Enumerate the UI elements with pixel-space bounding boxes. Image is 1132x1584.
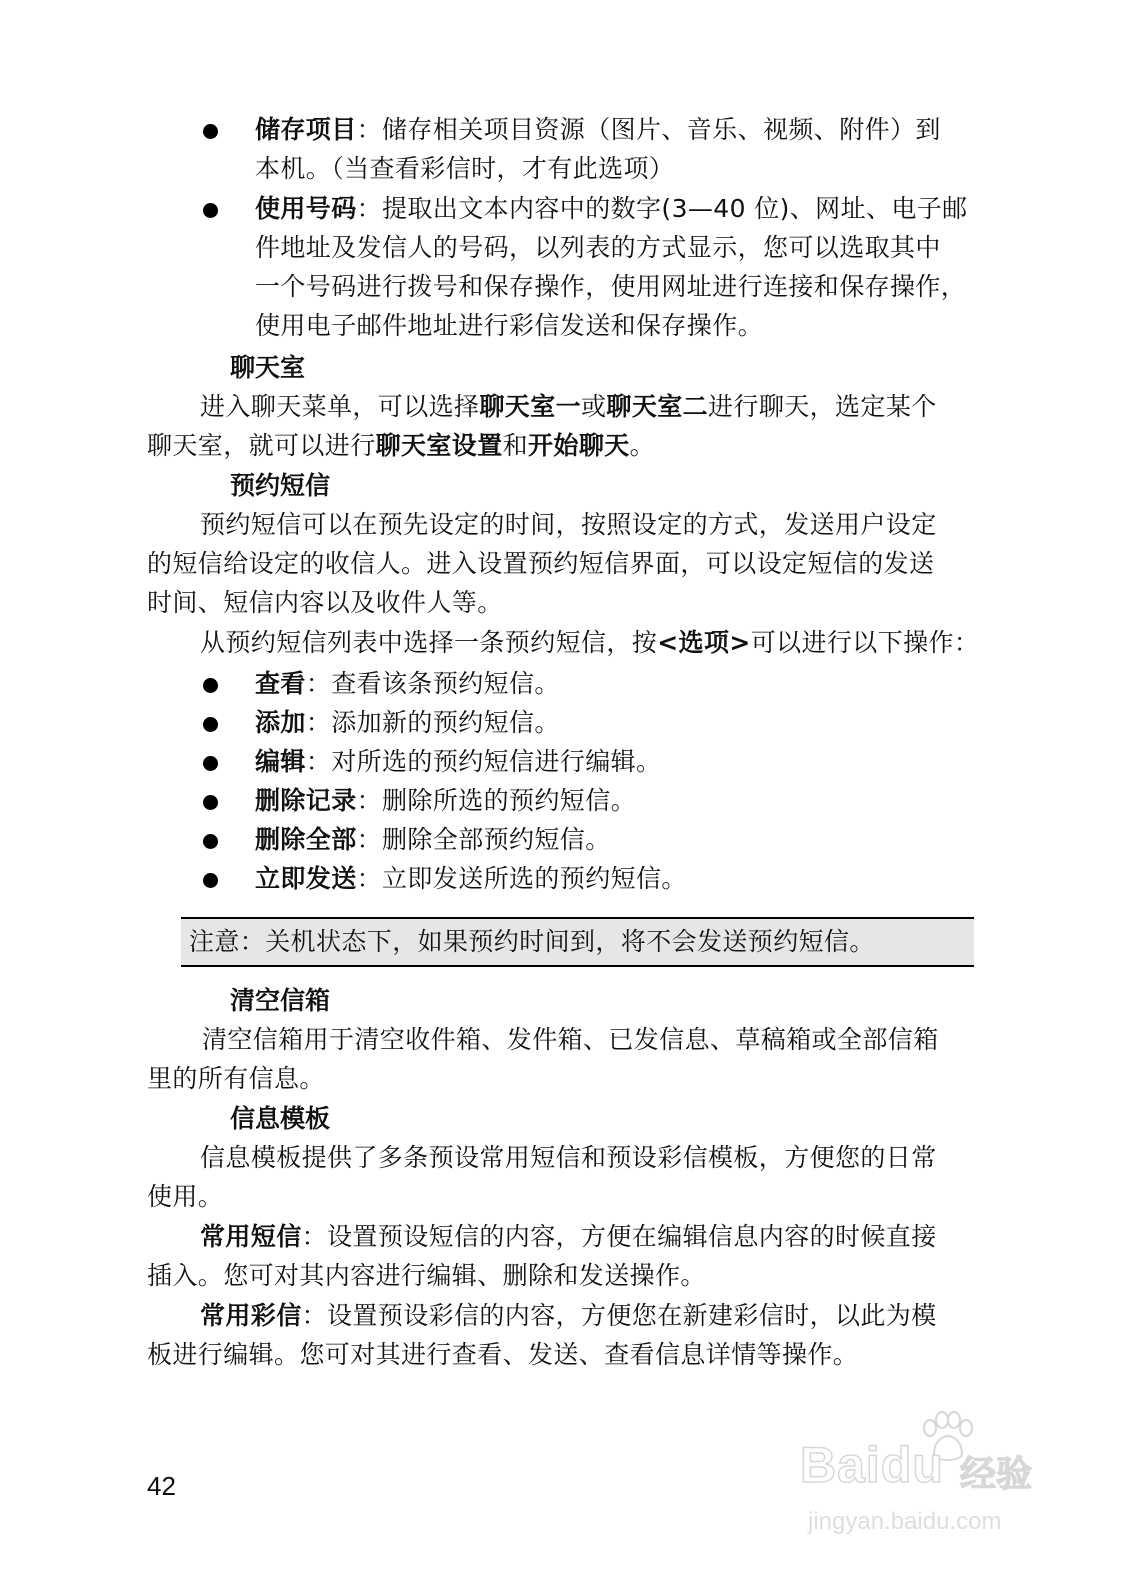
- bold-term: 常用短信: [200, 1222, 302, 1251]
- paragraph-line: [200, 1221, 937, 1253]
- bold-term: 聊天室二: [606, 392, 709, 421]
- paragraph-line: 里的所有信息。: [147, 1064, 325, 1093]
- bold-term: 常用彩信: [200, 1301, 302, 1330]
- bullet-line: [255, 824, 611, 856]
- watermark-brand: Baidu: [800, 1437, 944, 1493]
- bullet-term: 删除全部: [255, 825, 357, 854]
- bullet-icon: [203, 678, 218, 693]
- bullet-term: 删除记录: [255, 786, 357, 815]
- section-heading-chatroom: 聊天室: [230, 353, 306, 382]
- paragraph-line: 信息模板提供了多条预设常用短信和预设彩信模板，方便您的日常: [200, 1143, 937, 1172]
- page-number: 42: [147, 1471, 176, 1501]
- paragraph-line: 的短信给设定的收信人。进入设置预约短信界面，可以设定短信的发送: [147, 549, 935, 578]
- paragraph-line: [147, 430, 655, 462]
- text-span: 聊天室，就可以进行: [147, 431, 376, 460]
- section-heading-templates: 信息模板: [230, 1104, 331, 1133]
- note-box: [181, 917, 974, 967]
- text-span: 进行聊天，选定某个: [708, 392, 937, 421]
- bullet-desc: ：添加新的预约短信。: [305, 708, 560, 737]
- paragraph-line: 时间、短信内容以及收件人等。: [147, 588, 503, 617]
- text-span: ：设置预设彩信的内容，方便您在新建彩信时，以此为模: [301, 1301, 937, 1330]
- note-text: 注意：关机状态下，如果预约时间到，将不会发送预约短信。: [189, 927, 875, 956]
- text-span: ：设置预设短信的内容，方便在编辑信息内容的时候直接: [301, 1222, 937, 1251]
- section-heading-scheduled: 预约短信: [230, 471, 331, 500]
- text-span: 或: [581, 392, 607, 421]
- bullet-line: 本机。（当查看彩信时，才有此选项）: [255, 154, 675, 183]
- bold-term: <选项>: [657, 628, 751, 657]
- bullet-desc: ：删除所选的预约短信。: [356, 786, 637, 815]
- bullet-line: [255, 707, 560, 739]
- paragraph-line: [200, 1300, 937, 1332]
- section-heading-clear: 清空信箱: [230, 986, 331, 1015]
- bullet-term: 储存项目: [255, 115, 357, 144]
- bullet-desc: ：对所选的预约短信进行编辑。: [305, 747, 662, 776]
- paragraph-line: 预约短信可以在预先设定的时间，按照设定的方式，发送用户设定: [200, 510, 937, 539]
- bullet-icon: [203, 834, 218, 849]
- bullet-line: 使用电子邮件地址进行彩信发送和保存操作。: [255, 311, 764, 340]
- watermark-jingyan: 经验: [960, 1454, 1033, 1495]
- bullet-line: [255, 668, 560, 700]
- bullet-icon: [203, 717, 218, 732]
- bullet-line: 件地址及发信人的号码，以列表的方式显示，您可以选取其中: [255, 233, 941, 262]
- text-span: 和: [502, 431, 529, 460]
- paragraph-line: 清空信箱用于清空收件箱、发件箱、已发信息、草稿箱或全部信箱: [202, 1025, 939, 1054]
- watermark: [800, 1410, 1050, 1560]
- text-span: 进入聊天菜单，可以选择: [200, 392, 480, 421]
- bullet-line: 一个号码进行拨号和保存操作，使用网址进行连接和保存操作，: [255, 272, 967, 301]
- bullet-term: 使用号码: [255, 194, 357, 223]
- bullet-line: [255, 193, 968, 225]
- paragraph-line: 板进行编辑。您可对其进行查看、发送、查看信息详情等操作。: [147, 1340, 859, 1369]
- paragraph-line: 插入。您可对其内容进行编辑、删除和发送操作。: [147, 1261, 706, 1290]
- bullet-icon: [203, 203, 218, 218]
- text-span: 从预约短信列表中选择一条预约短信，按: [200, 628, 658, 657]
- bullet-term: 立即发送: [255, 864, 357, 893]
- bullet-line: [255, 746, 661, 778]
- paragraph-line: [200, 391, 937, 423]
- text-span: 。: [629, 431, 656, 460]
- bullet-icon: [203, 124, 218, 139]
- bullet-icon: [203, 873, 218, 888]
- bullet-desc: ：立即发送所选的预约短信。: [356, 864, 687, 893]
- bullet-desc: ：查看该条预约短信。: [305, 669, 560, 698]
- bullet-desc: ：提取出文本内容中的数字(3—40 位)、网址、电子邮: [356, 194, 968, 223]
- bullet-line: [255, 114, 941, 146]
- bullet-desc: ：储存相关项目资源（图片、音乐、视频、附件）到: [356, 115, 941, 144]
- bold-term: 聊天室一: [479, 392, 582, 421]
- text-span: 可以进行以下操作：: [750, 628, 980, 657]
- bullet-desc: ：删除全部预约短信。: [356, 825, 611, 854]
- paragraph-line: [200, 627, 979, 659]
- bullet-term: 编辑: [255, 747, 306, 776]
- paragraph-line: 使用。: [147, 1182, 224, 1211]
- bold-term: 聊天室设置: [375, 431, 503, 460]
- bullet-icon: [203, 795, 218, 810]
- watermark-url: jingyan.baidu.com: [808, 1508, 1002, 1535]
- bold-term: 开始聊天: [528, 431, 630, 460]
- bullet-term: 查看: [255, 669, 306, 698]
- bullet-line: [255, 863, 687, 895]
- bullet-line: [255, 785, 636, 817]
- bullet-icon: [203, 756, 218, 771]
- bullet-term: 添加: [255, 708, 306, 737]
